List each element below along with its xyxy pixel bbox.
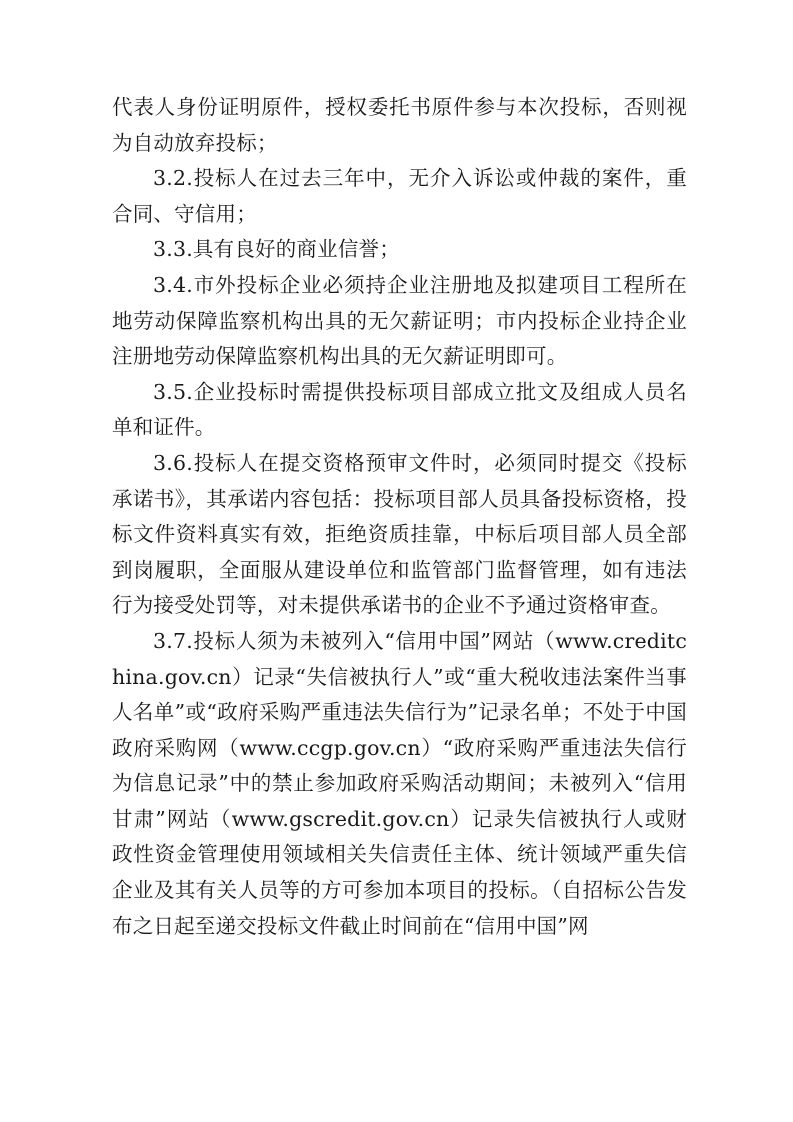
- paragraph-3-3: 3.3.具有良好的商业信誉；: [153, 237, 400, 262]
- document-body: [112, 90, 687, 944]
- paragraph-3-4: 3.4.市外投标企业必须持企业注册地及拟建项目工程所在地劳动保障监察机构出具的无欠薪证明；市内投标企业持企业注册地劳动保障监察机构出具的无欠薪证明即可。: [112, 272, 687, 369]
- paragraph-3-7: 3.7.投标人须为未被列入“信用中国”网站（www.creditchina.gov.cn）记录“失信被执行人”或“重大税收违法案件当事人名单”或“政府采购严重违法失信行为”记录名单；不处于中国政府采购网（www.ccgp.gov.cn）“政府采购严重违法失信行为信息记录”中的禁止参加政府采购活动期间；未被列入“信用甘肃”网站（www.gscredit.gov.cn）记录失信被执行人或财政性资金管理使用领域相关失信责任主体、统计领域严重失信企业及其有关人员等的方可参加本项目的投标。（自招标公告发布之日起至递交投标文件截止时间前在“信用中国”网: [112, 628, 687, 938]
- paragraph-continuation: 代表人身份证明原件，授权委托书原件参与本次投标，否则视为自动放弃投标；: [112, 95, 687, 155]
- paragraph-3-6: 3.6.投标人在提交资格预审文件时，必须同时提交《投标承诺书》，其承诺内容包括：投标项目部人员具备投标资格，投标文件资料真实有效，拒绝资质挂靠，中标后项目部人员全部到岗履职，全面服从建设单位和监管部门监督管理，如有违法行为接受处罚等，对未提供承诺书的企业不予通过资格审查。: [112, 450, 687, 618]
- paragraph-3-5: 3.5.企业投标时需提供投标项目部成立批文及组成人员名单和证件。: [112, 379, 687, 440]
- paragraph-3-2: 3.2.投标人在过去三年中，无介入诉讼或仲裁的案件，重合同、守信用；: [112, 166, 687, 226]
